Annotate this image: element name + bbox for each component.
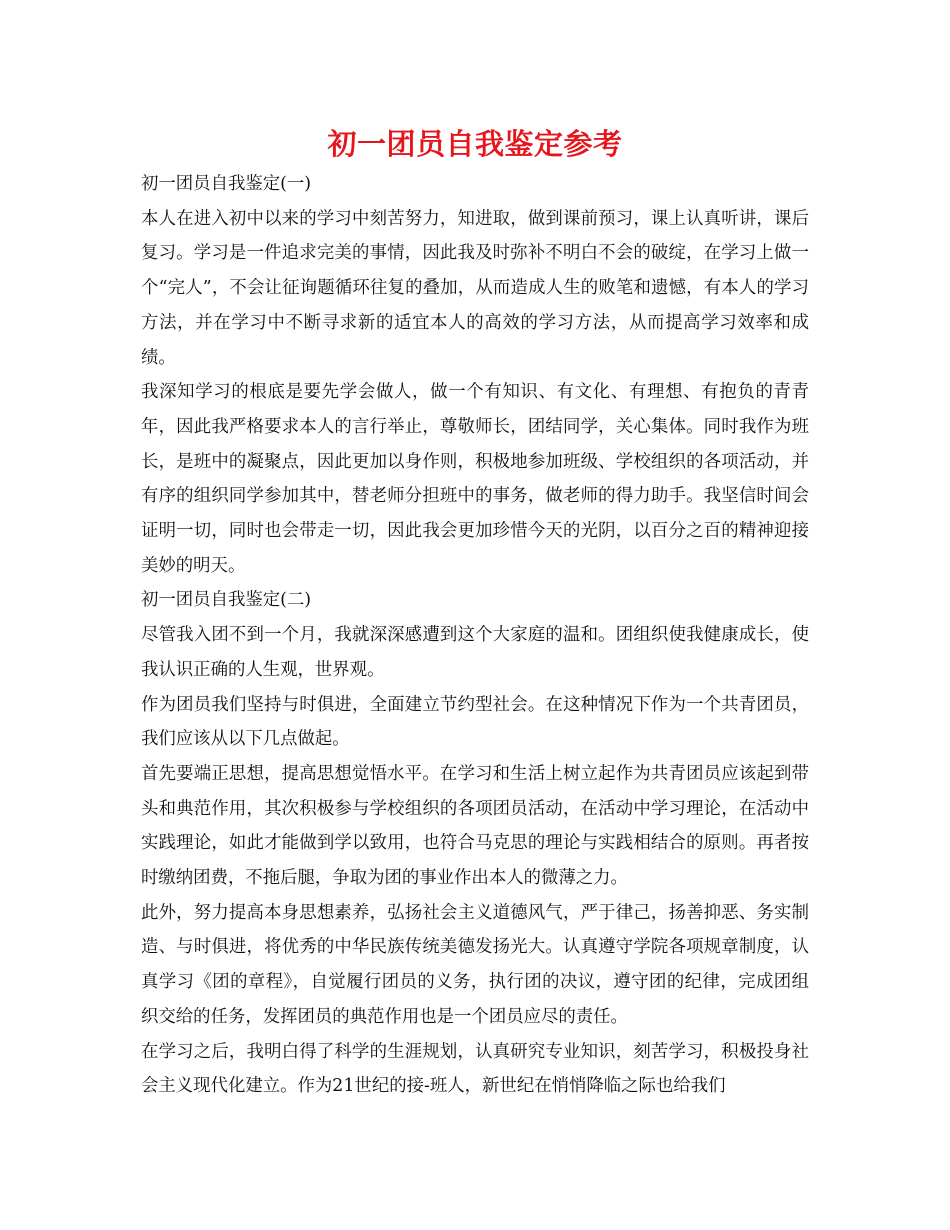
paragraph: 在学习之后，我明白得了科学的生涯规划，认真研究专业知识，刻苦学习，积极投身社会主义现代化建立。作为21世纪的接-班人，新世纪在悄悄降临之际也给我们 (141, 1041, 809, 1097)
paragraph: 首先要端正思想，提高思想觉悟水平。在学习和生活上树立起作为共青团员应该起到带头和典范作用，其次积极参与学校组织的各项团员活动，在活动中学习理论，在活动中实践理论，如此才能做到学以致用，也符合马克思的理论与实践相结合的原则。再者按时缴纳团费，不拖后腿，争取为团的事业作出本人的微薄之力。 (141, 763, 809, 889)
paragraph: 此外，努力提高本身思想素养，弘扬社会主义道德风气，严于律己，扬善抑恶、务实制造、与时俱进，将优秀的中华民族传统美德发扬光大。认真遵守学院各项规章制度，认真学习《团的章程》，自觉履行团员的义务，执行团的决议，遵守团的纪律，完成团组织交给的任务，发挥团员的典范作用也是一个团员应尽的责任。 (141, 902, 809, 1027)
paragraph: 我深知学习的根底是要先学会做人，做一个有知识、有文化、有理想、有抱负的青青年，因此我严格要求本人的言行举止，尊敬师长，团结同学，关心集体。同时我作为班长，是班中的凝聚点，因此更加以身作则，积极地参加班级、学校组织的各项活动，并有序的组织同学参加其中，替老师分担班中的事务，做老师的得力助手。我坚信时间会证明一切，同时也会带走一切，因此我会更加珍惜今天的光阴，以百分之百的精神迎接美妙的明天。 (141, 382, 809, 576)
section-heading-2: 初一团员自我鉴定(二) (141, 590, 312, 611)
document-title: 初一团员自我鉴定参考 (327, 127, 623, 161)
paragraph: 作为团员我们坚持与时俱进，全面建立节约型社会。在这种情况下作为一个共青团员，我们应该从以下几点做起。 (141, 694, 809, 750)
document-body (141, 167, 809, 1104)
section-heading-1: 初一团员自我鉴定(一) (141, 174, 312, 194)
paragraph: 尽管我入团不到一个月，我就深深感遭到这个大家庭的温和。团组织使我健康成长，使我认识正确的人生观，世界观。 (141, 625, 809, 680)
paragraph: 本人在进入初中以来的学习中刻苦努力，知进取，做到课前预习，课上认真听讲，课后复习。学习是一件追求完美的事情，因此我及时弥补不明白不会的破绽，在学习上做一个“完人”，不会让征询题循环往复的叠加，从而造成人生的败笔和遗憾，有本人的学习方法，并在学习中不断寻求新的适宜本人的高效的学习方法，从而提高学习效率和成绩。 (141, 208, 809, 368)
